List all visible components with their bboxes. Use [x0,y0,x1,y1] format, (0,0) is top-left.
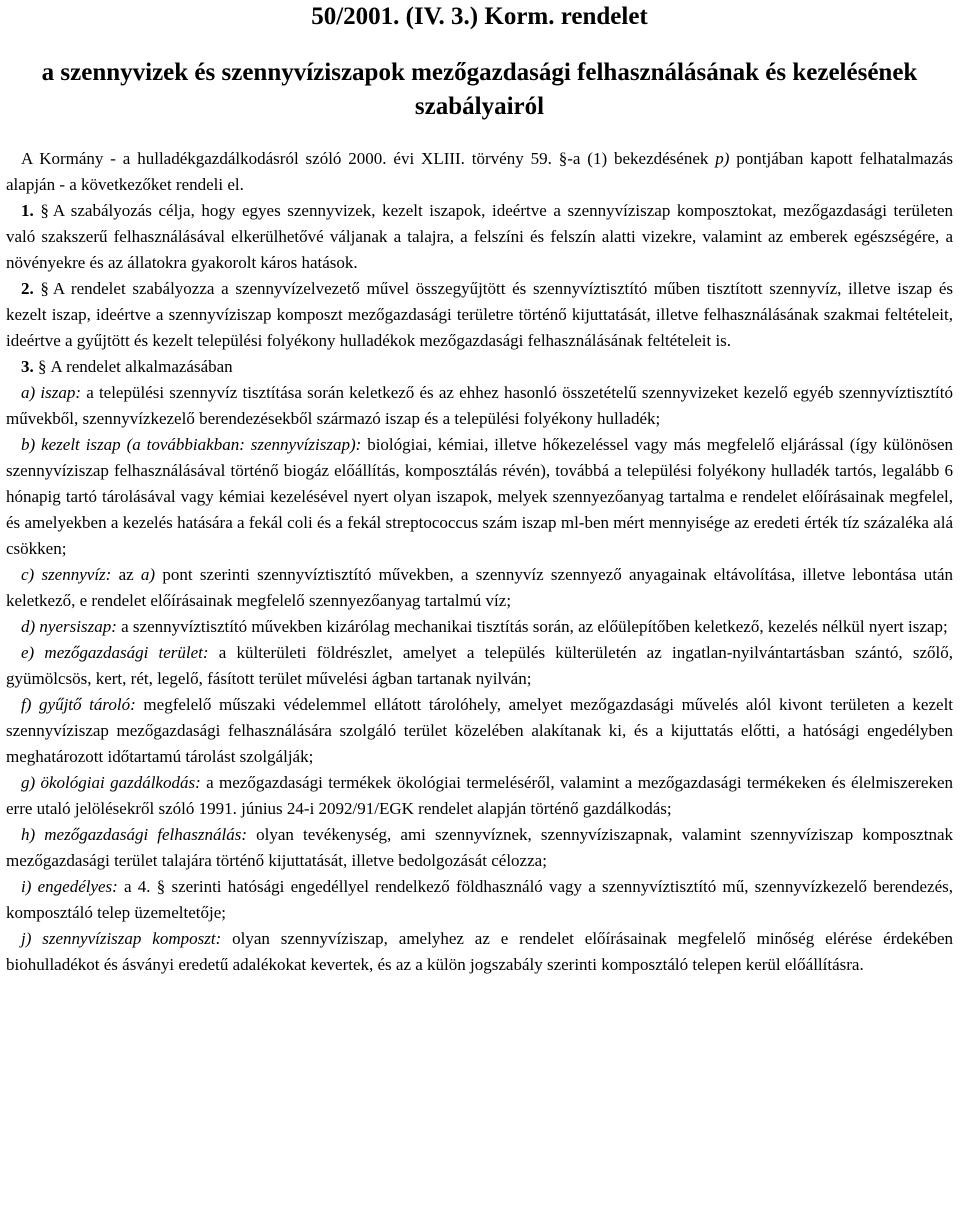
definition-term: i) engedélyes: [21,877,118,896]
definition-text: a települési szennyvíz tisztítása során keletkező és az ehhez hasonló összetételű szennyvizeket kezelő egyéb szennyvíztisztító művekből, szennyvízkezelő berendezésekből származó iszap és a települési folyékony hulladék; [6,383,953,428]
section-number: 2. [21,279,34,298]
definition-term: g) ökológiai gazdálkodás: [21,773,201,792]
definition-term: j) szennyvíziszap komposzt: [21,929,222,948]
section-text: A rendelet szabályozza a szennyvízelvezető művel összegyűjtött és szennyvíztisztító műben tisztított szennyvíz, illetve iszap és kezelt iszap, ideértve a szennyvíziszap komposzt mezőgazdasági területre történő kijuttatását, illetve felhasználásának szakmai feltételeit, ideértve a gyűjtött és kezelt települési folyékony hulladékok mezőgazdasági felhasználásának feltételeit is. [6,279,953,350]
section-symbol: § [40,201,49,220]
definition-text: biológiai, kémiai, illetve hőkezeléssel vagy más megfelelő eljárással (így különösen szennyvíziszap felhasználásával történő biogáz előállítás, komposztálás révén), továbbá a települési folyékony hulladék tartós, legalább 6 hónapig tartó tárolásával vagy kémiai kezelésével nyert olyan iszapok, melyek szennyezőanyag tartalma e rendelet előírásainak megfelel, és amelyekben a kezelés hatására a fekál coli és a fekál streptococcus szám iszap ml-ben mért mennyisége az eredeti érték tíz százaléka alá csökken; [6,435,953,558]
definition-text: a mezőgazdasági termékek ökológiai termeléséről, valamint a mezőgazdasági termékeken és élelmiszereken erre utaló jelölésekről szóló 1991. június 24-i 2092/91/EGK rendelet alapján történő gazdálkodás; [6,773,953,818]
definition-e [6,640,953,692]
definition-cross-ref: a) [140,565,156,584]
section-text: A rendelet alkalmazásában [50,357,233,376]
document-title: 50/2001. (IV. 3.) Korm. rendelet [311,3,648,30]
section-number: 3. [21,357,34,376]
section-1 [6,198,953,276]
definition-text: a szennyvíztisztító művekben kizárólag mechanikai tisztítás során, az előülepítőben keletkező, kezelés nélkül nyert iszap; [116,617,948,636]
definition-term: b) kezelt iszap (a továbbiakban: szennyvíziszap): [21,435,362,454]
definition-f [6,692,953,770]
definition-text: az [111,565,141,584]
definition-term: f) gyűjtő tároló: [21,695,136,714]
section-2 [6,276,953,354]
preamble-text-2: -a (1) bekezdésének [567,149,716,168]
definition-d [6,614,953,640]
definition-term: h) mezőgazdasági felhasználás: [21,825,248,844]
definition-c [6,562,953,614]
definition-text: olyan tevékenység, ami szennyvíznek, szennyvíziszapnak, valamint szennyvíziszap komposztnak mezőgazdasági terület talajára történő kijuttatását, illetve bedolgozását célozza; [6,825,953,870]
section-3 [6,354,953,380]
definition-text: olyan szennyvíziszap, amelyhez az e rendelet előírásainak megfelelő minőség elérése érdekében biohulladékot és ásványi eredetű adalékokat kevertek, és az a külön jogszabály szerinti komposztáló telepen kerül előállításra. [6,929,953,974]
preamble-point-ref: p) [715,149,730,168]
section-number: 1. [21,201,34,220]
definition-a [6,380,953,432]
preamble [6,146,953,198]
definition-j [6,926,953,978]
definition-text: a külterületi földrészlet, amelyet a település külterületén az ingatlan-nyilvántartásban szántó, szőlő, gyümölcsös, kert, rét, legelő, fásított terület művelési ágban tartanak nyilván; [6,643,954,688]
definition-g [6,770,953,822]
preamble-text-3: pontjában kapott felhatalmazás alapján - a következőket rendeli el. [6,149,953,194]
section-text: A szabályozás célja, hogy egyes szennyvizek, kezelt iszapok, ideértve a szennyvíziszap komposztokat, mezőgazdasági területen való szakszerű felhasználásával elkerülhetővé váljanak a talajra, a felszíni és felszín alatti vizekre, valamint az emberek egészségére, a növényekre és az állatokra gyakorolt káros hatások. [6,201,953,272]
definition-term: c) szennyvíz: [21,565,112,584]
definition-term: e) mezőgazdasági terület: [21,643,209,662]
definition-text-cont: pont szerinti szennyvíztisztító művekben, a szennyvíz szennyező anyagainak eltávolítása, illetve lebontása után keletkező, e rendelet előírásainak megfelelő szennyezőanyag tartalmú víz; [6,565,953,610]
definition-text: megfelelő műszaki védelemmel ellátott tárolóhely, amelyet mezőgazdasági művelés alól kivont területen a kezelt szennyvíziszap mezőgazdasági felhasználására szolgáló terület közelében alakítanak ki, és a kijuttatás előtti, a hatósági engedélyben meghatározott időtartamú tárolást szolgálják; [6,695,954,766]
definition-text: a 4. § szerinti hatósági engedéllyel rendelkező földhasználó vagy a szennyvíztisztító mű, szennyvízkezelő berendezés, komposztáló telep üzemeltetője; [6,877,953,922]
definition-h [6,822,953,874]
section-symbol: § [40,279,49,298]
document-subtitle: a szennyvizek és szennyvíziszapok mezőgazdasági felhasználásának és kezelésének szabályairól [41,59,918,120]
section-symbol: § [558,149,568,168]
section-symbol: § [38,357,47,376]
definition-term: d) nyersiszap: [21,617,117,636]
definition-term: a) iszap: [21,383,81,402]
definition-b [6,432,953,562]
preamble-text-1: A Kormány - a hulladékgazdálkodásról szóló 2000. évi XLIII. törvény 59. [21,149,559,168]
definition-i [6,874,953,926]
